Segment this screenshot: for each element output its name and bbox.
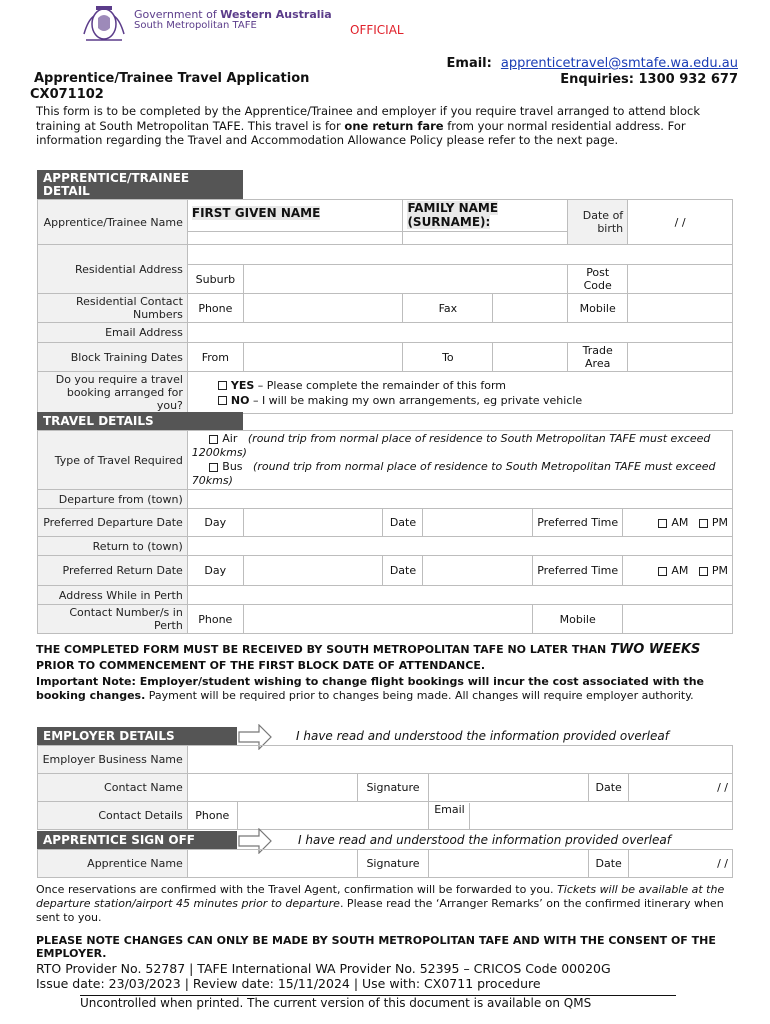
wa-crest-icon: [78, 4, 130, 44]
first-given-name-field[interactable]: FIRST GIVEN NAME: [187, 200, 403, 232]
pref-return-label: Preferred Return Date: [38, 556, 188, 586]
employer-email-input[interactable]: [470, 803, 732, 829]
address-perth-input[interactable]: [187, 586, 732, 605]
suburb-label: Suburb: [187, 265, 243, 294]
postcode-input[interactable]: [628, 265, 733, 294]
return-am-checkbox[interactable]: [658, 567, 667, 576]
no-checkbox[interactable]: [218, 396, 227, 405]
wa-government-logo: [78, 4, 332, 44]
contact-details-label: Contact Details: [38, 802, 188, 830]
departure-from-input[interactable]: [187, 490, 732, 509]
email-line: Email: apprenticetravel@smtafe.wa.edu.au: [446, 56, 738, 71]
family-name-input[interactable]: [403, 232, 568, 245]
travel-section-header: TRAVEL DETAILS: [37, 412, 243, 430]
residential-address-input[interactable]: [187, 245, 732, 265]
departure-am-checkbox[interactable]: [658, 519, 667, 528]
return-time-options: AM PM: [623, 556, 733, 586]
suburb-input[interactable]: [243, 265, 567, 294]
deadline-notice: THE COMPLETED FORM MUST BE RECEIVED BY SOUTH METROPOLITAN TAFE NO LATER THAN TWO WEEKS PRIOR TO COMMENCEMENT OF THE FIRST BLOCK DATE OF ATTENDANCE.: [36, 642, 701, 672]
departure-day-input[interactable]: [243, 509, 383, 537]
to-input[interactable]: [493, 343, 568, 372]
form-title: Apprentice/Trainee Travel Application: [34, 71, 310, 86]
rto-line: RTO Provider No. 52787 | TAFE International WA Provider No. 52395 – CRICOS Code 00020G: [36, 961, 611, 976]
return-time-label: Preferred Time: [533, 556, 623, 586]
form-code: CX071102: [30, 87, 104, 102]
bus-option[interactable]: Bus (round trip from normal place of residence to South Metropolitan TAFE must exceed 70kms): [191, 460, 716, 487]
return-to-label: Return to (town): [38, 537, 188, 556]
apprentice-acknowledgement: I have read and understood the information provided overleaf: [298, 833, 671, 847]
employer-signature-input[interactable]: [429, 774, 589, 802]
return-day-input[interactable]: [243, 556, 383, 586]
enquiries: Enquiries: 1300 932 677: [560, 72, 738, 87]
no-option[interactable]: NO – I will be making my own arrangements, eg private vehicle: [218, 393, 728, 408]
employer-email-cell: [429, 802, 733, 830]
booking-options: [187, 372, 732, 414]
rto-info: [36, 961, 611, 991]
yes-option[interactable]: YES – Please complete the remainder of this form: [218, 378, 728, 393]
employer-email-label: Email: [429, 803, 470, 829]
employer-date-input[interactable]: / /: [629, 774, 733, 802]
phone-input[interactable]: [243, 294, 403, 323]
bus-checkbox[interactable]: [209, 463, 218, 472]
intro-text: This form is to be completed by the Apprentice/Trainee and employer if you require travel arranged to attend block training at South Metropolitan TAFE. This travel is for one return fare from your normal residential address. For information regarding the Travel and Accommodation Allowance Policy please refer to the next page.: [36, 104, 701, 147]
apprentice-section-header: APPRENTICE/TRAINEE DETAIL: [37, 170, 243, 199]
employer-table: [37, 745, 733, 830]
departure-pm-checkbox[interactable]: [699, 519, 708, 528]
departure-from-label: Departure from (town): [38, 490, 188, 509]
employer-acknowledgement: I have read and understood the information provided overleaf: [296, 729, 669, 743]
contact-perth-label: Contact Number/s in Perth: [38, 605, 188, 634]
signoff-table: [37, 849, 733, 878]
important-note: Important Note: Employer/student wishing to change flight bookings will incur the cost associated with the booking changes. Payment will be required prior to changes being made. All changes will require employer authority.: [36, 675, 704, 702]
gov-line-1: Government of Western Australia: [134, 8, 332, 21]
residential-address-label: Residential Address: [38, 245, 188, 294]
return-pm-checkbox[interactable]: [699, 567, 708, 576]
business-name-input[interactable]: [187, 746, 732, 774]
fax-label: Fax: [403, 294, 493, 323]
departure-date-input[interactable]: [423, 509, 533, 537]
contact-numbers-label: Residential Contact Numbers: [38, 294, 188, 323]
contact-name-label: Contact Name: [38, 774, 188, 802]
travel-detail-table: [37, 430, 733, 634]
family-name-field[interactable]: FAMILY NAME (SURNAME):: [403, 200, 568, 232]
employer-signature-label: Signature: [357, 774, 429, 802]
departure-time-options: AM PM: [623, 509, 733, 537]
booking-question-label: Do you require a travel booking arranged for you?: [38, 372, 188, 414]
travel-type-options: [187, 431, 732, 490]
travel-type-label: Type of Travel Required: [38, 431, 188, 490]
yes-checkbox[interactable]: [218, 381, 227, 390]
apprentice-name-input[interactable]: [187, 850, 357, 878]
employer-phone-label: Phone: [187, 802, 237, 830]
apprentice-signature-label: Signature: [357, 850, 429, 878]
employer-section-header: EMPLOYER DETAILS: [37, 727, 237, 745]
perth-phone-label: Phone: [187, 605, 243, 634]
apprentice-name-label: Apprentice Name: [38, 850, 188, 878]
uncontrolled-note: Uncontrolled when printed. The current version of this document is available on QMS: [80, 995, 676, 1010]
block-dates-label: Block Training Dates: [38, 343, 188, 372]
phone-label: Phone: [187, 294, 243, 323]
postcode-label: Post Code: [568, 265, 628, 294]
air-option[interactable]: Air (round trip from normal place of residence to South Metropolitan TAFE must exceed 1200kms): [191, 432, 711, 459]
apprentice-date-input[interactable]: / /: [629, 850, 733, 878]
fax-input[interactable]: [493, 294, 568, 323]
return-to-input[interactable]: [187, 537, 732, 556]
return-date-label: Date: [383, 556, 423, 586]
departure-date-label: Date: [383, 509, 423, 537]
email-address-input[interactable]: [187, 323, 732, 343]
email-link[interactable]: apprenticetravel@smtafe.wa.edu.au: [500, 56, 738, 71]
pref-departure-label: Preferred Departure Date: [38, 509, 188, 537]
air-checkbox[interactable]: [209, 435, 218, 444]
dob-label: Date of birth: [568, 200, 628, 245]
address-perth-label: Address While in Perth: [38, 586, 188, 605]
first-name-input[interactable]: [187, 232, 403, 245]
issue-line: Issue date: 23/03/2023 | Review date: 15/11/2024 | Use with: CX0711 procedure: [36, 976, 541, 991]
signoff-section-header: APPRENTICE SIGN OFF: [37, 831, 237, 849]
mobile-input[interactable]: [628, 294, 733, 323]
perth-phone-input[interactable]: [243, 605, 532, 634]
from-label: From: [187, 343, 243, 372]
confirmation-text: Once reservations are confirmed with the Travel Agent, confirmation will be forwarded to you. Tickets will be available at the departure station/airport 45 minutes prior to departure. Please read the ‘Arranger Remarks’ on the confirmed itinerary when sent to you.: [36, 883, 725, 924]
mobile-label: Mobile: [568, 294, 628, 323]
apprentice-detail-table: [37, 199, 733, 414]
employer-date-label: Date: [589, 774, 629, 802]
return-date-input[interactable]: [423, 556, 533, 586]
changes-notice: PLEASE NOTE CHANGES CAN ONLY BE MADE BY SOUTH METROPOLITAN TAFE AND WITH THE CONSENT OF THE EMPLOYER.: [36, 934, 716, 960]
apprentice-signature-input[interactable]: [429, 850, 589, 878]
perth-mobile-input[interactable]: [623, 605, 733, 634]
perth-mobile-label: Mobile: [533, 605, 623, 634]
departure-time-label: Preferred Time: [533, 509, 623, 537]
contact-name-input[interactable]: [187, 774, 357, 802]
dob-field[interactable]: / /: [628, 200, 733, 245]
trade-area-input[interactable]: [628, 343, 733, 372]
trade-area-label: Trade Area: [568, 343, 628, 372]
business-name-label: Employer Business Name: [38, 746, 188, 774]
return-day-label: Day: [187, 556, 243, 586]
email-address-label: Email Address: [38, 323, 188, 343]
official-mark: OFFICIAL: [350, 23, 404, 37]
from-input[interactable]: [243, 343, 403, 372]
apprentice-date-label: Date: [589, 850, 629, 878]
gov-line-2: South Metropolitan TAFE: [134, 20, 257, 31]
name-label: Apprentice/Trainee Name: [38, 200, 188, 245]
to-label: To: [403, 343, 493, 372]
departure-day-label: Day: [187, 509, 243, 537]
employer-phone-input[interactable]: [237, 802, 429, 830]
